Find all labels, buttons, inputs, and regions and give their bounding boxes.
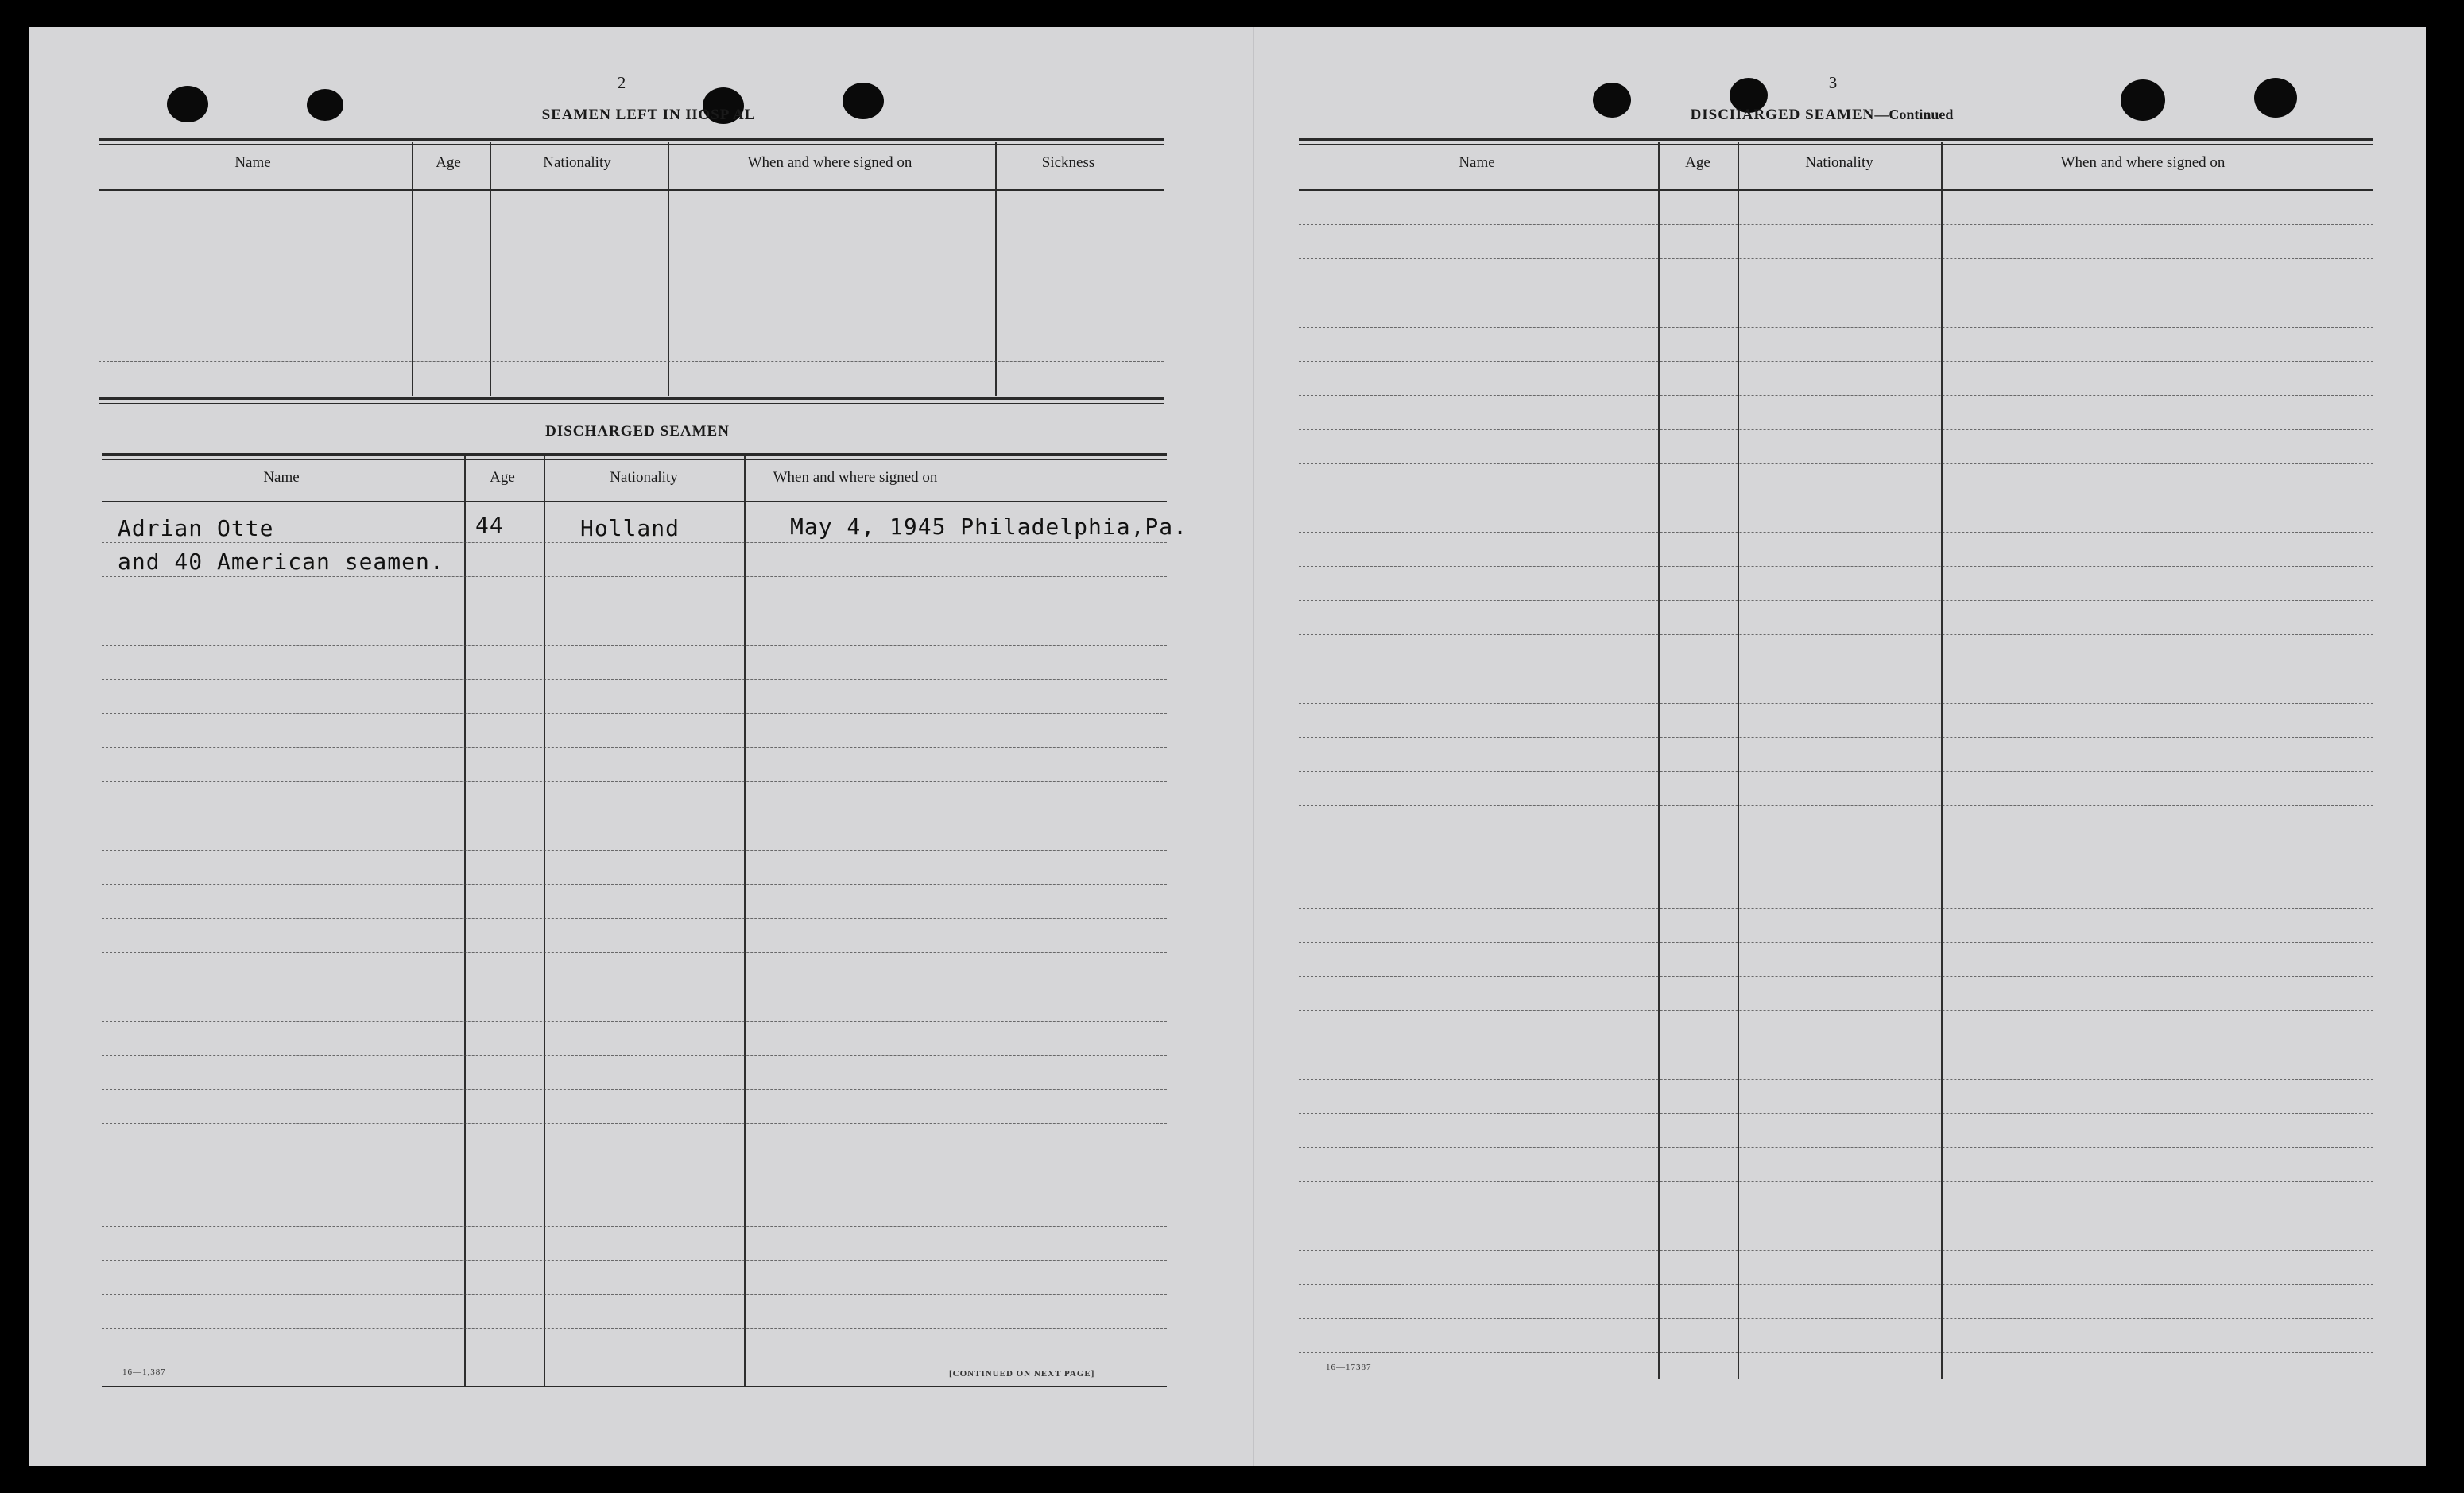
entry-line <box>1299 361 2373 362</box>
entry-line <box>1299 805 2373 806</box>
entry-line <box>1299 395 2373 396</box>
entry-line <box>1299 1284 2373 1285</box>
entry-line <box>102 713 1167 714</box>
entry-line <box>102 679 1167 680</box>
entry-line <box>102 542 1167 543</box>
entry-line <box>1299 1113 2373 1114</box>
header-bottom-rule <box>102 501 1167 502</box>
entry-line <box>102 1328 1167 1329</box>
entry-line <box>102 952 1167 953</box>
seaman-age: 44 <box>475 512 504 538</box>
entry-line <box>1299 1352 2373 1353</box>
punch-hole <box>2254 78 2297 118</box>
entry-line <box>1299 1147 2373 1148</box>
entry-line <box>102 747 1167 748</box>
column-divider <box>544 456 545 1386</box>
entry-line <box>102 850 1167 851</box>
entry-line <box>102 576 1167 577</box>
entry-line <box>1299 771 2373 772</box>
seaman-nationality: Holland <box>580 515 680 541</box>
entry-line <box>1299 634 2373 635</box>
entry-line <box>102 1260 1167 1261</box>
entry-line <box>102 645 1167 646</box>
section-title-discharged: DISCHARGED SEAMEN <box>545 423 730 440</box>
column-header-age: Age <box>1685 154 1710 171</box>
entry-line <box>1299 258 2373 259</box>
entry-line <box>1299 976 2373 977</box>
entry-line <box>1299 1318 2373 1319</box>
section-title-hospital: SEAMEN LEFT IN HOSP AL <box>541 107 756 123</box>
column-divider <box>464 456 466 1386</box>
form-number: 16—17387 <box>1326 1363 1372 1372</box>
seaman-name: Adrian Otte <box>118 515 274 541</box>
entry-line <box>102 918 1167 919</box>
entry-line <box>1299 1181 2373 1182</box>
entry-line <box>1299 224 2373 225</box>
column-header-nationality: Nationality <box>1805 154 1873 171</box>
entry-line <box>102 1123 1167 1124</box>
punch-hole <box>843 83 884 119</box>
header-rule <box>102 453 1167 456</box>
entry-line <box>102 781 1167 782</box>
page-fold <box>1253 27 1254 1466</box>
seaman-signed-on: May 4, 1945 Philadelphia,Pa. <box>790 514 1188 540</box>
column-header-name: Name <box>234 154 271 171</box>
continued-note: [CONTINUED ON NEXT PAGE] <box>949 1369 1095 1379</box>
column-header-name: Name <box>263 469 300 486</box>
entry-line <box>1299 737 2373 738</box>
title-bold: DISCHARGED SEAMEN <box>1690 107 1875 123</box>
form-number: 16—1,387 <box>122 1367 166 1377</box>
punch-hole <box>167 86 208 122</box>
entry-line <box>1299 703 2373 704</box>
entry-line <box>102 1055 1167 1056</box>
entry-line <box>102 1021 1167 1022</box>
seaman-name: and 40 American seamen. <box>118 549 444 575</box>
column-header-nationality: Nationality <box>543 154 611 171</box>
column-divider <box>490 142 491 396</box>
title-suffix: —Continued <box>1874 107 1954 122</box>
header-rule <box>99 138 1164 141</box>
document-sheet <box>29 27 2426 1466</box>
punch-hole <box>2121 79 2165 121</box>
column-header-age: Age <box>436 154 461 171</box>
entry-line <box>1299 327 2373 328</box>
entry-line <box>102 884 1167 885</box>
punch-hole <box>1593 83 1631 118</box>
header-bottom-rule <box>99 189 1164 191</box>
entry-line <box>1299 1250 2373 1251</box>
entry-line <box>1299 600 2373 601</box>
entry-line <box>1299 908 2373 909</box>
section-title-discharged-continued <box>1691 107 1954 124</box>
entry-line <box>102 1089 1167 1090</box>
column-divider <box>412 142 413 396</box>
entry-line <box>102 1294 1167 1295</box>
entry-line <box>1299 1010 2373 1011</box>
column-header-sickness: Sickness <box>1041 154 1095 171</box>
column-header-age: Age <box>490 469 515 486</box>
column-header-signed-on: When and where signed on <box>2060 154 2226 171</box>
column-divider <box>744 456 746 1386</box>
entry-line <box>1299 1079 2373 1080</box>
entry-line <box>1299 942 2373 943</box>
entry-line <box>1299 566 2373 567</box>
entry-line <box>102 1226 1167 1227</box>
column-header-name: Name <box>1459 154 1495 171</box>
entry-line <box>1299 463 2373 464</box>
punch-hole <box>307 89 343 121</box>
header-rule <box>1299 138 2373 141</box>
column-header-signed-on: When and where signed on <box>773 469 938 486</box>
column-header-nationality: Nationality <box>610 469 678 486</box>
column-divider <box>668 142 669 396</box>
entry-line <box>99 361 1164 362</box>
entry-line <box>1299 429 2373 430</box>
page-number: 3 <box>1828 73 1838 92</box>
footer-rule <box>102 1386 1167 1387</box>
column-divider <box>995 142 997 396</box>
column-header-signed-on: When and where signed on <box>747 154 912 171</box>
header-bottom-rule <box>1299 189 2373 191</box>
section-bottom-rule <box>99 397 1164 400</box>
page-number: 2 <box>617 73 626 92</box>
entry-line <box>1299 532 2373 533</box>
